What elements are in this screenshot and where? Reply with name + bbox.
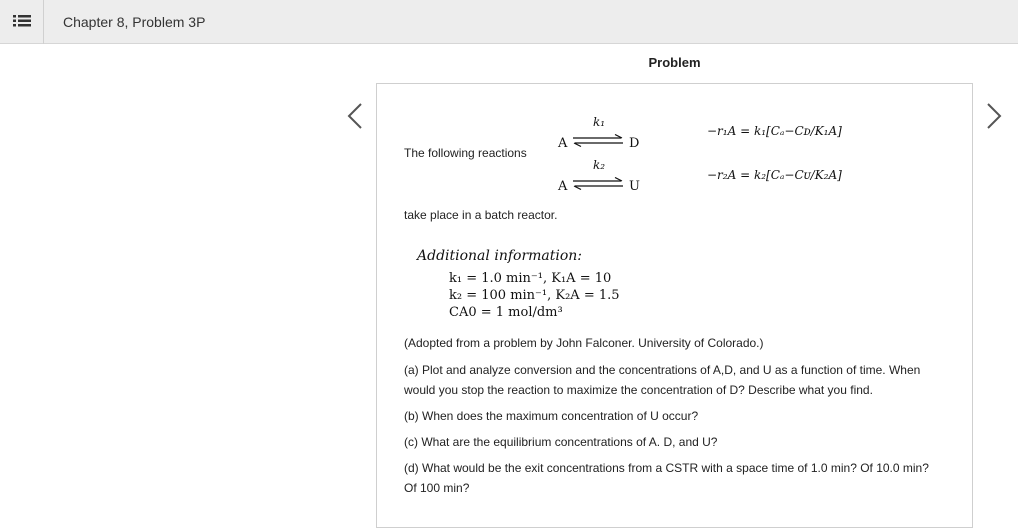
chevron-left-icon — [343, 100, 367, 132]
reaction1-right: D — [629, 136, 640, 151]
additional-info-line: k₁ = 1.0 min⁻¹, K₁A = 10 — [449, 271, 612, 286]
reaction2-k: k₂ — [593, 158, 606, 172]
part-a: (a) Plot and analyze conversion and the concentrations of A,D, and U as a function of time. When would you stop the reaction to maximize the concentration of D? Describe what you find. — [404, 363, 921, 397]
batch-text: take place in a batch reactor. — [404, 208, 558, 222]
menu-button[interactable] — [0, 0, 44, 44]
source-note: (Adopted from a problem by John Falconer. University of Colorado.) — [404, 336, 764, 350]
list-icon — [13, 14, 31, 30]
reaction1-left: A — [558, 136, 568, 151]
equilibrium-arrow-icon — [571, 134, 627, 148]
additional-info-line: k₂ = 100 min⁻¹, K₂A = 1.5 — [449, 288, 620, 303]
top-bar — [0, 0, 1018, 44]
additional-info-title: Additional information: — [417, 248, 583, 264]
reaction2-right: U — [629, 179, 640, 194]
part-d: (d) What would be the exit concentrations from a CSTR with a space time of 1.0 min? Of 10.0 min? Of 100 min? — [404, 461, 929, 495]
reaction2-left: A — [558, 179, 568, 194]
page-title: Chapter 8, Problem 3P — [63, 14, 206, 30]
reaction1-k: k₁ — [593, 115, 606, 129]
rate-law-1: −r₁A = k₁[Cₐ−Cᴅ/K₁A] — [707, 124, 842, 138]
part-b: (b) When does the maximum concentration of U occur? — [404, 409, 699, 423]
part-c: (c) What are the equilibrium concentrations of A. D, and U? — [404, 435, 718, 449]
additional-info-line: CA0 = 1 mol/dm³ — [449, 305, 563, 320]
problem-panel — [376, 83, 973, 528]
next-button[interactable] — [982, 100, 1006, 132]
section-title: Problem — [648, 55, 701, 70]
equilibrium-arrow-icon — [571, 177, 627, 191]
rate-law-2: −r₂A = k₂[Cₐ−Cᴜ/K₂A] — [707, 168, 842, 182]
intro-text: The following reactions — [404, 146, 527, 160]
chevron-right-icon — [982, 100, 1006, 132]
prev-button[interactable] — [343, 100, 367, 132]
